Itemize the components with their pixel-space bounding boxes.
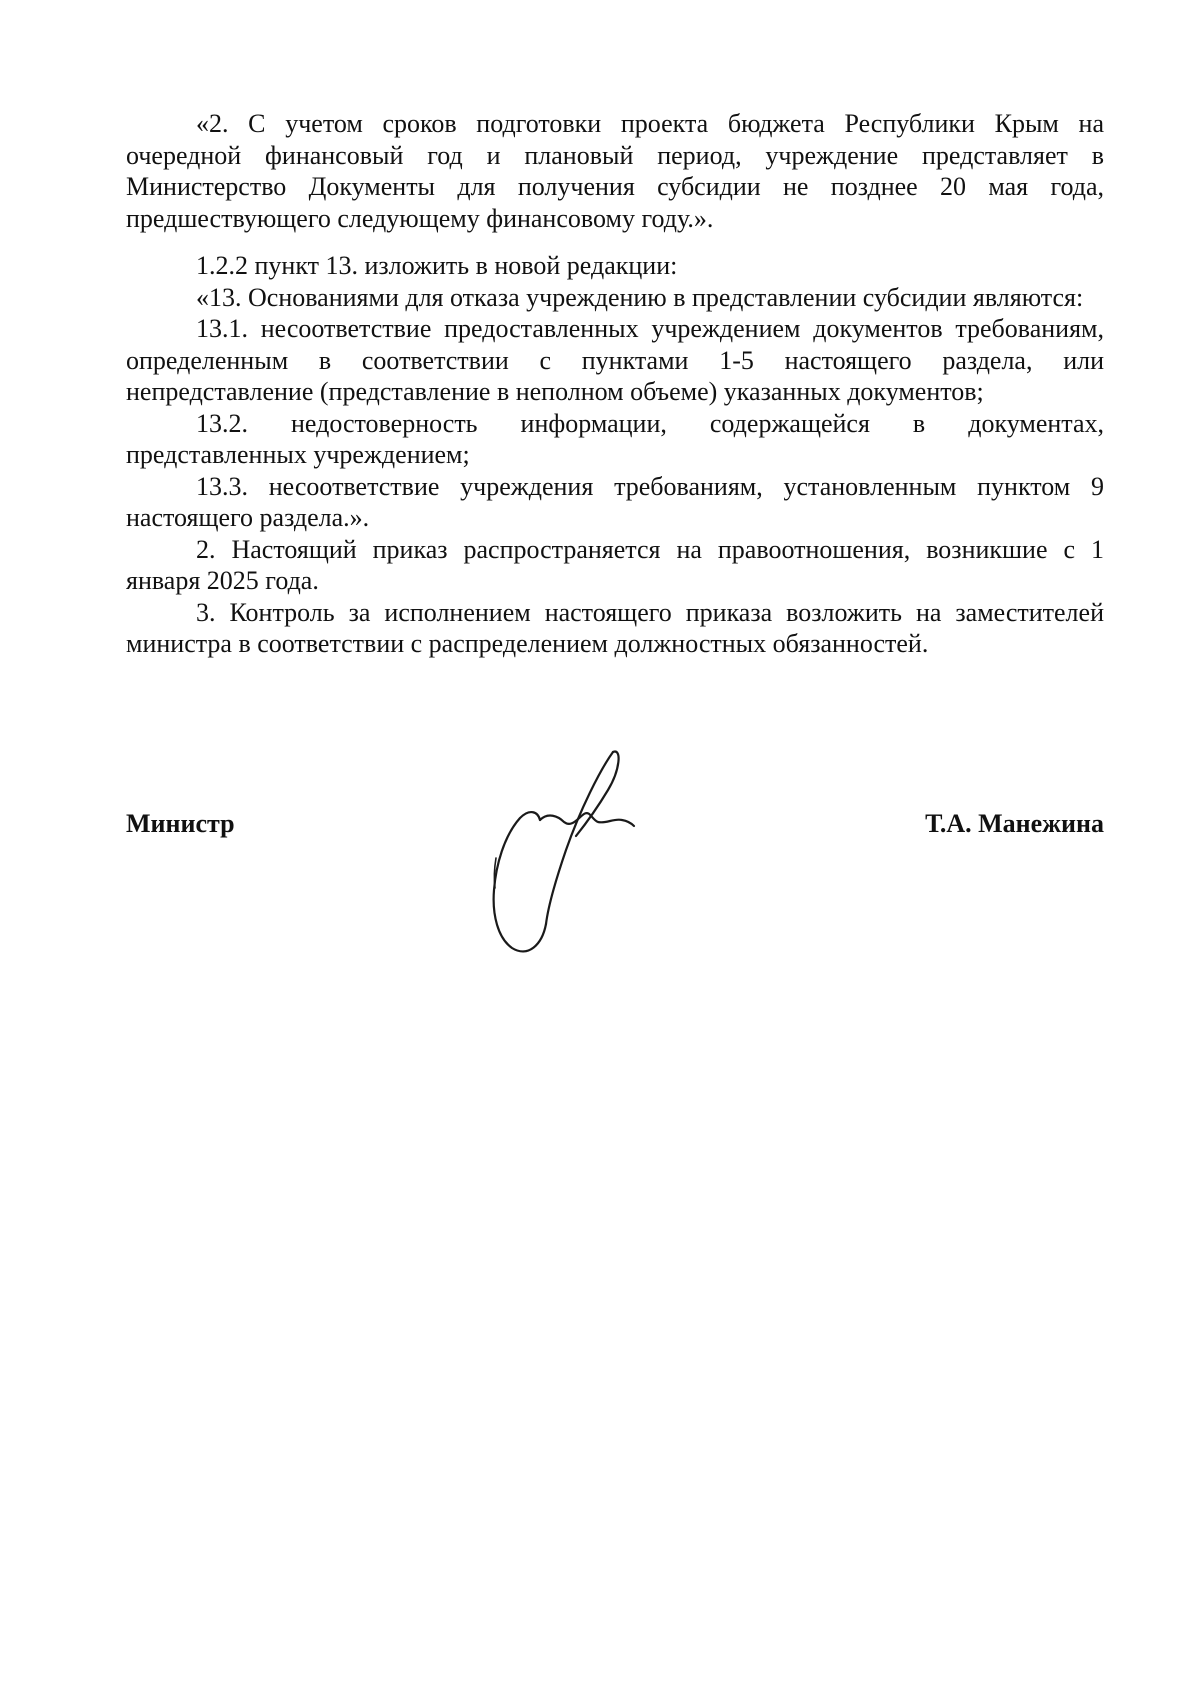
paragraph-control: 3. Контроль за исполнением настоящего приказа возложить на заместителей министра в соответствии с распределением должностных обязанностей. — [126, 597, 1104, 658]
paragraph-effective-date: 2. Настоящий приказ распространяется на правоотношения, возникшие с 1 января 2025 года. — [126, 534, 1104, 595]
paragraph-item-13-1: 13.1. несоответствие предоставленных учреждением документов требованиям, определенным в соответствии с пунктами 1-5 настоящего раздела, или непредставление (представление в неполном объеме) указанных документов; — [126, 314, 1104, 406]
paragraph-item-13-2: 13.2. недостоверность информации, содержащейся в документах, представленных учреждением; — [126, 408, 1104, 469]
signatory-title: Министр — [126, 809, 235, 838]
handwritten-signature — [480, 740, 670, 960]
signatory-name: Т.А. Манежина — [925, 809, 1104, 838]
document-body — [126, 108, 1104, 660]
paragraph-item-13-3: 13.3. несоответствие учреждения требованиям, установленным пунктом 9 настоящего раздела.». — [126, 471, 1104, 532]
paragraph-budget-deadline: «2. С учетом сроков подготовки проекта бюджета Республики Крым на очередной финансовый год и плановый период, учреждение представляет в Министерство Документы для получения субсидии не позднее 20 мая года, предшествующего следующему финансовому году.». — [126, 109, 1104, 233]
paragraph-amendment-13: 1.2.2 пункт 13. изложить в новой редакции: — [196, 251, 678, 280]
paragraph-refusal-grounds: «13. Основаниями для отказа учреждению в представлении субсидии являются: — [196, 282, 1084, 312]
